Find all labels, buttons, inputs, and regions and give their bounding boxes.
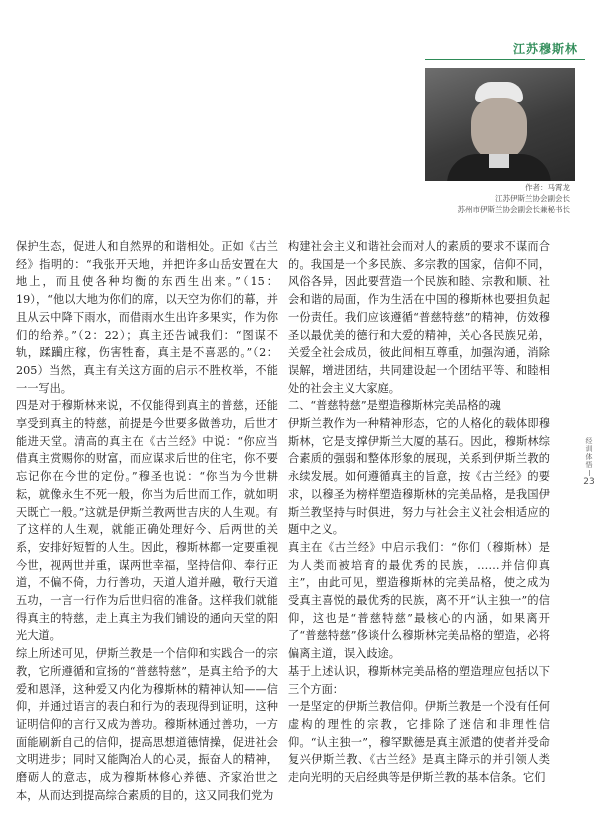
- right-paragraph: 伊斯兰教作为一种精神形态，它的人格化的载体即穆斯林，它是支撑伊斯兰大厦的基石。因此，穆斯林综合素质的强弱和整体形象的展现，关系到伊斯兰教的永续发展。如何遵循真主的旨意，按《古兰经》的要求，以穆圣为榜样塑造穆斯林的完美品格，是我国伊斯兰教坚持与时俱进，努力与社会主义社会相适应的题中之义。: [288, 417, 550, 537]
- masthead-rule: [425, 59, 585, 60]
- right-paragraph: 基于上述认识，穆斯林完美品格的塑造理应包括以下三个方面：: [288, 664, 550, 696]
- left-paragraph: 保护生态，促进人和自然界的和谐相处。正如《古兰经》指明的：“我张开天地，并把许多山岳安置在大地上，而且使各种均衡的东西生出来。”（15：19），“他以大地为你们的席，以天空为你们的幕，并且从云中降下雨水，而借雨水生出许多果实，作为你们的给养。”（2：22）；真主还告诫我们：“图谋不轨，蹂躏庄稼，伤害牲畜，真主是不喜恶的。”（2：205）当然，真主有关这方面的启示不胜枚举，不能一一写出。: [16, 240, 278, 395]
- left-paragraph: 综上所述可见，伊斯兰教是一个信仰和实践合一的宗教，它所遵循和宣扬的“普慈特慈”，是真主给予的大爱和恩泽，这种爱又内化为穆斯林的精神认知——信仰，并通过语言的表白和行为的表现得到证明，这种证明信仰的言行又成为善功。穆斯林通过善功，一方面能刷新自己的信仰，提高思想道德情操，促进社会文明进步；同时又能陶冶人的心灵，振奋人的精神，磨砺人的意志，成为穆斯林修心养德、齐家治世之本，从而达到提高综合素质的目的，这又同我们党为: [16, 647, 278, 802]
- section-side-label: 经训体悟: [585, 437, 593, 469]
- page-number: 23: [583, 477, 595, 487]
- author-name: 作者：马霄龙: [525, 183, 570, 192]
- masthead-title: 江苏穆斯林: [512, 42, 578, 56]
- right-paragraph: 一是坚定的伊斯兰教信仰。伊斯兰教是一个没有任何虚构的理性的宗教，它排除了迷信和非理性信仰。“认主独一”，穆罕默德是真主派遣的使者并受命复兴伊斯兰教、《古兰经》是真主降示的并引领人类走向光明的天启经典等是伊斯兰教的基本信条。它们: [288, 700, 550, 785]
- section-heading: 二、“普慈特慈”是塑造穆斯林完美品格的魂: [288, 399, 501, 413]
- author-photo: [425, 68, 575, 181]
- right-column: [288, 238, 550, 787]
- face-shape: [471, 98, 527, 160]
- right-paragraph: 真主在《古兰经》中启示我们：“你们（穆斯林）是为人类而被培育的最优秀的民族，……并信仰真主”，由此可见，塑造穆斯林的完美品格，使之成为受真主喜悦的最优秀的民族，离不开“认主独一”的信仰，这也是“普慈特慈”最核心的内涵，如果离开了“普慈特慈”侈谈什么穆斯林完美品格的塑造，必将偏离主道，误入歧途。: [288, 540, 550, 661]
- author-caption: [458, 182, 571, 215]
- author-title-1: 江苏伊斯兰协会副会长: [495, 194, 570, 203]
- side-rule: [589, 470, 590, 476]
- author-title-2: 苏州市伊斯兰协会副会长兼秘书长: [457, 205, 570, 214]
- left-paragraph: 四是对于穆斯林来说，不仅能得到真主的普慈，还能享受到真主的特慈，前提是今世要多做善功，后世才能进天堂。清高的真主在《古兰经》中说：“你应当借真主赏赐你的财富，而应谋求后世的住宅，你不要忘记你在今世的定份。”穆圣也说：“你当为今世耕耘，就像永生不死一般，你当为后世而工作，就如明天既亡一般。”这就是伊斯兰教两世吉庆的人生观。有了这样的人生观，就能正确处理好今、后两世的关系，安排好短暂的人生。因此，穆斯林都一定要重视今世，视两世并重，谋两世幸福，坚持信仰、奉行正道，不偏不倚，力行善功，天道人道并融，敬行天道五功，一言一行作为后世归宿的准备。这样我们就能得真主的特慈，走上真主为我们铺设的通向天堂的阳光大道。: [16, 399, 278, 643]
- left-column: [16, 238, 278, 805]
- right-paragraph: 构建社会主义和谐社会而对人的素质的要求不谋而合的。我国是一个多民族、多宗教的国家，信仰不同，风俗各异，因此要营造一个民族和睦、宗教和顺、社会和谐的局面，作为生活在中国的穆斯林也要担负起一份责任。我们应该遵循“普慈特慈”的精神，仿效穆圣以最优美的德行和大爱的精神，关心各民族兄弟，关爱全社会成员，彼此间相互尊重，加强沟通，消除误解，增进团结，共同建设起一个团结平等、和睦相处的社会主义大家庭。: [288, 240, 550, 395]
- collar-shape: [489, 154, 509, 168]
